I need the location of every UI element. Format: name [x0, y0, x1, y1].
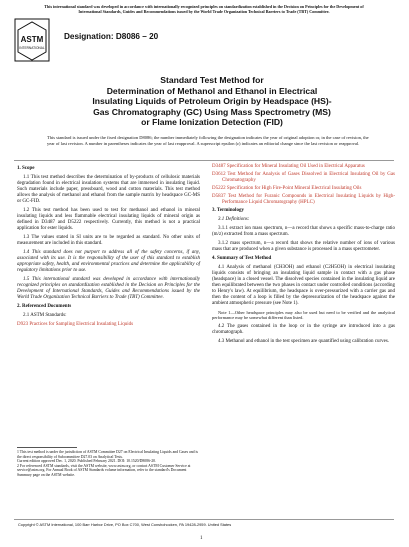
fixed-designation-note: This standard is issued under the fixed designation D8086; the number immediately following the designation indicates the year of original adoption or, in the case of revision, the year of last revision. A number in parentheses indicates the year of last reapproval. A superscript epsilon (ε) indicates an editorial change since the last revision or reapproval. [47, 135, 369, 146]
paragraph-1-4: 1.4 This standard does not purport to address all of the safety concerns, if any, associated with its use. It is the responsibility of the user of this standard to establish appropriate safety, health, and environmental practices and determine the applicability of regulatory limitations prior to use. [17, 250, 200, 273]
standards-notice: This international standard was developed in accordance with internationally recognized principles on standardization established in the Decision on Principles for the Development of International Standards, Guides and Recommendations issued by the World Trade Organization Technical Barriers to Trade (TBT) Committee. [44, 4, 364, 14]
divider [14, 160, 394, 161]
reference-link-d3487[interactable]: D3487 Specification for Mineral Insulating Oil Used in Electrical Apparatus [212, 164, 365, 169]
paragraph-2-1: 2.1 ASTM Standards: [23, 313, 67, 318]
footnote-2: 2 For referenced ASTM standards, visit the ASTM website, www.astm.org, or contact ASTM Customer Service at service@astm.org. For Annual Book of ASTM Standards volume information, refer to the standard's Document Summary page on the ASTM website. [17, 463, 191, 477]
note-1: Note 1—Other headspace principles may also be used but need to be verified and the analytical performance may be somewhat different than listed. [212, 310, 395, 321]
astm-logo-icon [14, 18, 50, 62]
svg-text:INTERNATIONAL: INTERNATIONAL [19, 46, 45, 50]
page-number: 1 [200, 536, 203, 541]
title-line: Determination of Methanol and Ethanol in Electrical [106, 85, 318, 96]
paragraph-1-2: 1.2 This test method has been used to test for methanol and ethanol in mineral insulating liquids and less flammable electrical insulating liquids of mineral origin as defined in D3487 and D5222 respectively. Currently, this method is not a practical application for ester liquids. [17, 208, 200, 231]
title-line: Standard Test Method for [160, 75, 264, 85]
section-heading-references: 2. Referenced Documents [17, 304, 72, 309]
copyright-line: Copyright © ASTM International, 100 Barr Harbor Drive, PO Box C700, West Conshohocken, PA 19428-2959. United States [18, 522, 232, 527]
paragraph-1-5: 1.5 This international standard was developed in accordance with internationally recognized principles on standardization established in the Decision on Principles for the Development of International Standards, Guides and Recommendations issued by the World Trade Organization Technical Barriers to Trade (TBT) Committee. [17, 277, 200, 300]
paragraph-4-2: 4.2 The gases contained in the loop or in the syringe are introduced into a gas chromatograph. [212, 323, 395, 335]
section-heading-scope: 1. Scope [17, 166, 35, 171]
footnotes [17, 447, 200, 478]
paragraph-3-1-2: 3.1.2 mass spectrum, n—a record that shows the relative number of ions of various mass that are produced when a given substance is processed in a mass spectrometer. [212, 241, 395, 252]
footer-divider [14, 519, 394, 520]
designation: Designation: D8086 – 20 [64, 32, 159, 41]
reference-link-d923[interactable]: D923 Practices for Sampling Electrical Insulating Liquids [17, 322, 134, 327]
paragraph-3-1-1: 3.1.1 extract ion mass spectrum, n—a record that shows a specific mass-to-charge ratio (m/z) extracted from a mass spectrum. [212, 226, 395, 237]
right-column [212, 164, 395, 348]
title-line: or Flame Ionization Detection (FID) [141, 117, 283, 128]
reference-link-d5222[interactable]: D5222 Specification for High Fire-Point Mineral Electrical Insulating Oils [212, 186, 362, 191]
left-column [17, 164, 200, 330]
paragraph-1-1: 1.1 This test method describes the determination of by-products of cellulosic materials degradation found in electrical insulation systems that are immersed in insulating liquid. Such materials include paper, pressboard, wood and cotton materials. This test method allows the analysis of methanol and ethanol from the sample matrix by headspace GC-MS or GC-FID. [17, 175, 200, 204]
paragraph-4-1: 4.1 Analysis of methanol (CH3OH) and ethanol (C2H5OH) in electrical insulating liquids consists of bringing an insulating liquid sample in contact with a gas phase (headspace) in a closed vessel. The dissolved species contained in the insulating liquid are then equilibrated between the two phases in contact under controlled conditions (according to Henry's law). At equilibrium, the headspace is over-pressurized with a carrier gas and then the content of a loop is filled by the depressurization of the headspace against the ambient atmospheric pressure (see Note 1). [212, 265, 395, 306]
section-heading-terminology: 3. Terminology [212, 208, 244, 213]
footnote-1-edition: Current edition approved Dec. 1, 2020. Published February 2021. DOI: 10.1520/D8086-20. [17, 459, 156, 464]
document-title [62, 75, 362, 128]
paragraph-3-1: 3.1 Definitions: [218, 217, 250, 222]
reference-link-d3612[interactable]: D3612 Test Method for Analysis of Gases Dissolved in Electrical Insulating Oil by Gas Chromatography [212, 172, 395, 183]
footnote-divider [17, 447, 77, 448]
paragraph-1-3: 1.3 The values stated in SI units are to be regarded as standard. No other units of measurement are included in this standard. [17, 235, 200, 246]
paragraph-4-3: 4.3 Methanol and ethanol in the test specimen are quantified using calibration curves. [218, 338, 390, 344]
section-heading-summary: 4. Summary of Test Method [212, 256, 272, 261]
reference-link-d5837[interactable]: D5837 Test Method for Furanic Compounds in Electrical Insulating Liquids by High-Performance Liquid Chromatography (HPLC) [212, 194, 395, 205]
footnote-1: 1 This test method is under the jurisdiction of ASTM Committee D27 on Electrical Insulating Liquids and Gases and is the direct responsibility of Subcommittee D27.03 on Analytical Tests. [17, 450, 198, 459]
title-line: Insulating Liquids of Petroleum Origin by Headspace (HS)- [92, 96, 332, 107]
title-line: Gas Chromatography (GC) Using Mass Spectrometry (MS) [93, 106, 331, 117]
svg-text:ASTM: ASTM [20, 35, 44, 44]
